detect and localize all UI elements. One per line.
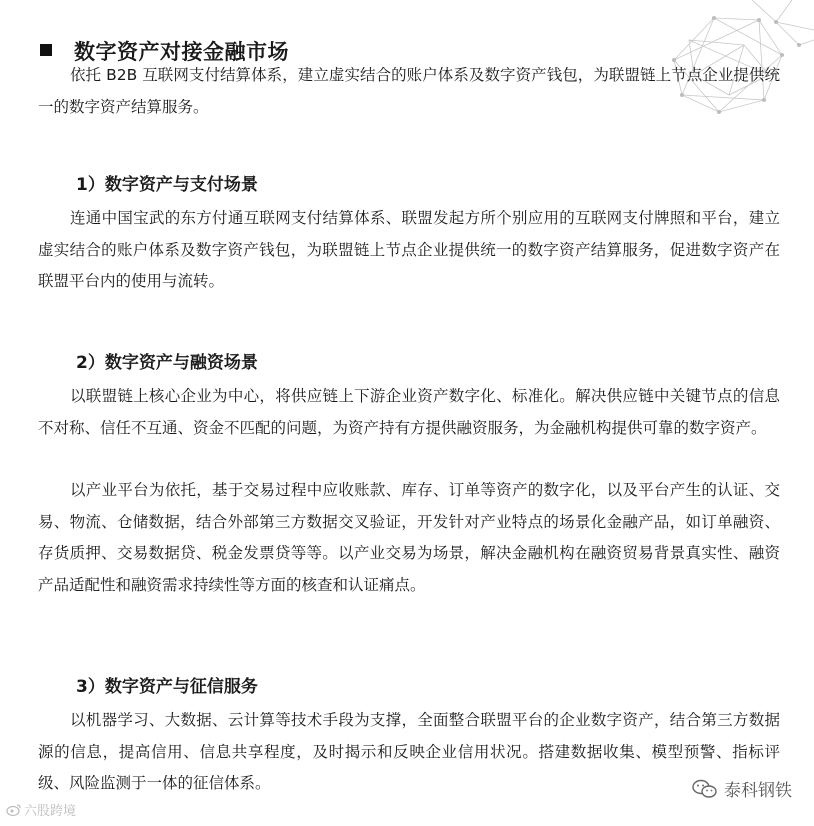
subsection-2-paragraph-1: 以联盟链上核心企业为中心，将供应链上下游企业资产数字化、标准化。解决供应链中关键节点的信息不对称、信任不互通、资金不匹配的问题，为资产持有方提供融资服务，为金融机构提供可靠的数字资产。	[38, 387, 780, 437]
watermark-left-text: 六股跨境	[24, 804, 77, 819]
watermark-right-text: 泰科钢铁	[724, 781, 792, 801]
intro-paragraph: 依托 B2B 互联网支付结算体系，建立虚实结合的账户体系及数字资产钱包，为联盟链上节点企业提供统一的数字资产结算服务。	[38, 66, 780, 116]
square-bullet-icon	[40, 44, 52, 56]
subsection-heading-2: 2）数字资产与融资场景	[76, 353, 258, 373]
subsection-2-paragraph-2: 以产业平台为依托，基于交易过程中应收账款、库存、订单等资产的数字化，以及平台产生的认证、交易、物流、仓储数据，结合外部第三方数据交叉验证，开发针对产业特点的场景化金融产品，如订单融资、存货质押、交易数据贷、税金发票贷等等。以产业交易为场景，解决金融机构在融资贸易背景真实性、融资产品适配性和融资需求持续性等方面的核查和认证痛点。	[38, 481, 780, 594]
watermark-right	[692, 776, 792, 801]
subsection-heading-3: 3）数字资产与征信服务	[76, 677, 258, 697]
subsection-3-paragraph-1: 以机器学习、大数据、云计算等技术手段为支撑，全面整合联盟平台的企业数字资产，结合第三方数据源的信息，提高信用、信息共享程度，及时揭示和反映企业信用状况。搭建数据收集、模型预警、指标评级、风险监测于一体的征信体系。	[38, 711, 780, 792]
wechat-logo-icon	[692, 779, 718, 799]
section-title-text: 数字资产对接金融市场	[74, 40, 289, 65]
subsection-heading-1: 1）数字资产与支付场景	[76, 175, 258, 195]
watermark-left	[6, 800, 76, 819]
weibo-logo-icon	[6, 803, 22, 817]
subsection-1-paragraph-1: 连通中国宝武的东方付通互联网支付结算体系、联盟发起方所个别应用的互联网支付牌照和平台，建立虚实结合的账户体系及数字资产钱包，为联盟链上节点企业提供统一的数字资产结算服务，促进数字资产在联盟平台内的使用与流转。	[38, 209, 780, 290]
